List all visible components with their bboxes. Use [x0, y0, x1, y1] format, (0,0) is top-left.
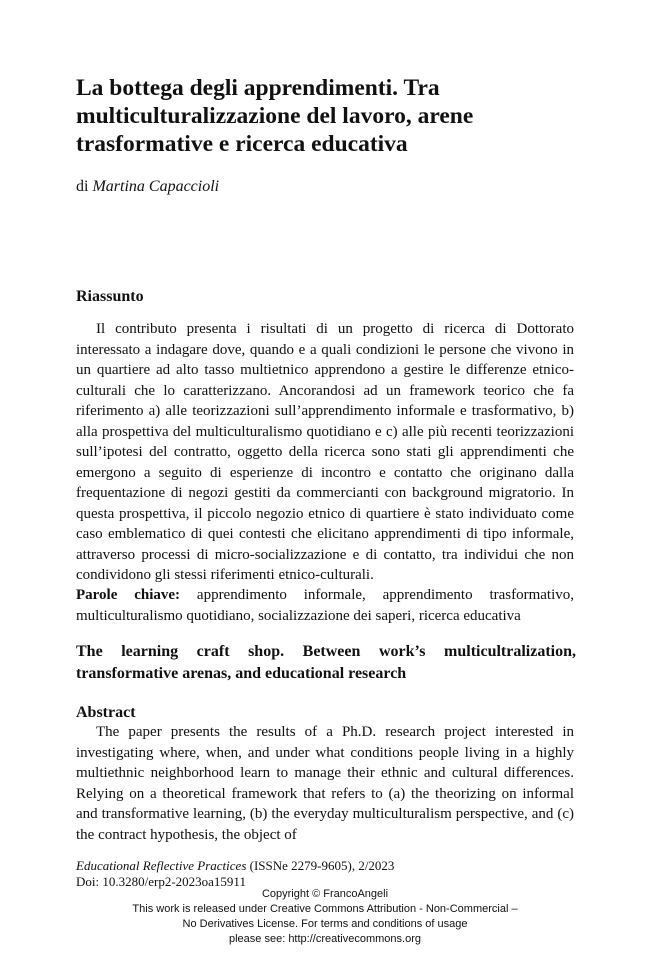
- journal-citation: [76, 858, 394, 874]
- author-name: Martina Capaccioli: [92, 178, 220, 195]
- keywords-label: Parole chiave:: [76, 587, 181, 603]
- journal-name: Educational Reflective Practices: [76, 858, 247, 873]
- abstract-heading: Abstract: [76, 704, 136, 721]
- article-title: La bottega degli apprendimenti. Tra multiculturalizzazione del lavoro, arene trasformative e ricerca educativa: [76, 75, 474, 157]
- doi: Doi: 10.3280/erp2-2023oa15911: [76, 874, 246, 889]
- keywords: [76, 585, 574, 626]
- license-line-3: please see: http://creativecommons.org: [229, 933, 421, 945]
- english-title: The learning craft shop. Between work’s multicultralization, transformative arenas, and educational research: [76, 643, 576, 682]
- journal-info: (ISSNe 2279-9605), 2/2023: [249, 858, 395, 873]
- riassunto-body: Il contributo presenta i risultati di un progetto di ricerca di Dottorato interessato a indagare dove, quando e a quali condizioni le persone che vivono in un quartiere ad alto tasso multietnico apprendono a gestire le differenze etnico-culturali che lo caratterizzano. Ancorandosi ad un framework teorico che fa riferimento a) alle teorizzazioni sull’apprendimento informale e trasformativo, b) alla prospettiva del multiculturalismo quotidiano e c) alle più recenti teorizzazioni sull’ipotesi del contratto, oggetto della ricerca sono stati gli apprendimenti che emergono a seguito di esperienze di incontro e contatto che originano dalla frequentazione di negozi gestiti da commercianti con background migratorio. In questa prospettiva, il piccolo negozio etnico di quartiere è stato individuato come caso emblematico di quei contesti che elicitano apprendimenti di tipo informale, attraverso processi di micro-socializzazione e di contatto, tra individui che non condividono gli stessi riferimenti etnico-culturali.: [76, 321, 574, 583]
- keywords-list: apprendimento informale, apprendimento trasformativo, multiculturalismo quotidiano, socializzazione dei saperi, ricerca educativa: [76, 587, 575, 624]
- riassunto-heading: Riassunto: [76, 288, 144, 305]
- license-block: [76, 887, 574, 947]
- author-byline: [76, 177, 219, 197]
- license-line-2: No Derivatives License. For terms and conditions of usage: [182, 918, 468, 930]
- copyright-line: Copyright © FrancoAngeli: [261, 888, 389, 900]
- license-line-1: This work is released under Creative Commons Attribution - Non-Commercial –: [132, 903, 518, 915]
- byline-prefix: di: [76, 178, 89, 195]
- abstract-body: The paper presents the results of a Ph.D. research project interested in investigating where, when, and under what conditions people living in a highly multiethnic neighborhood learn to manage their ethnic and cultural differences. Relying on a theoretical framework that refers to (a) the theorizing on informal and transformative learning, (b) the everyday multiculturalism perspective, and (c) the contract hypothesis, the object of: [76, 724, 574, 843]
